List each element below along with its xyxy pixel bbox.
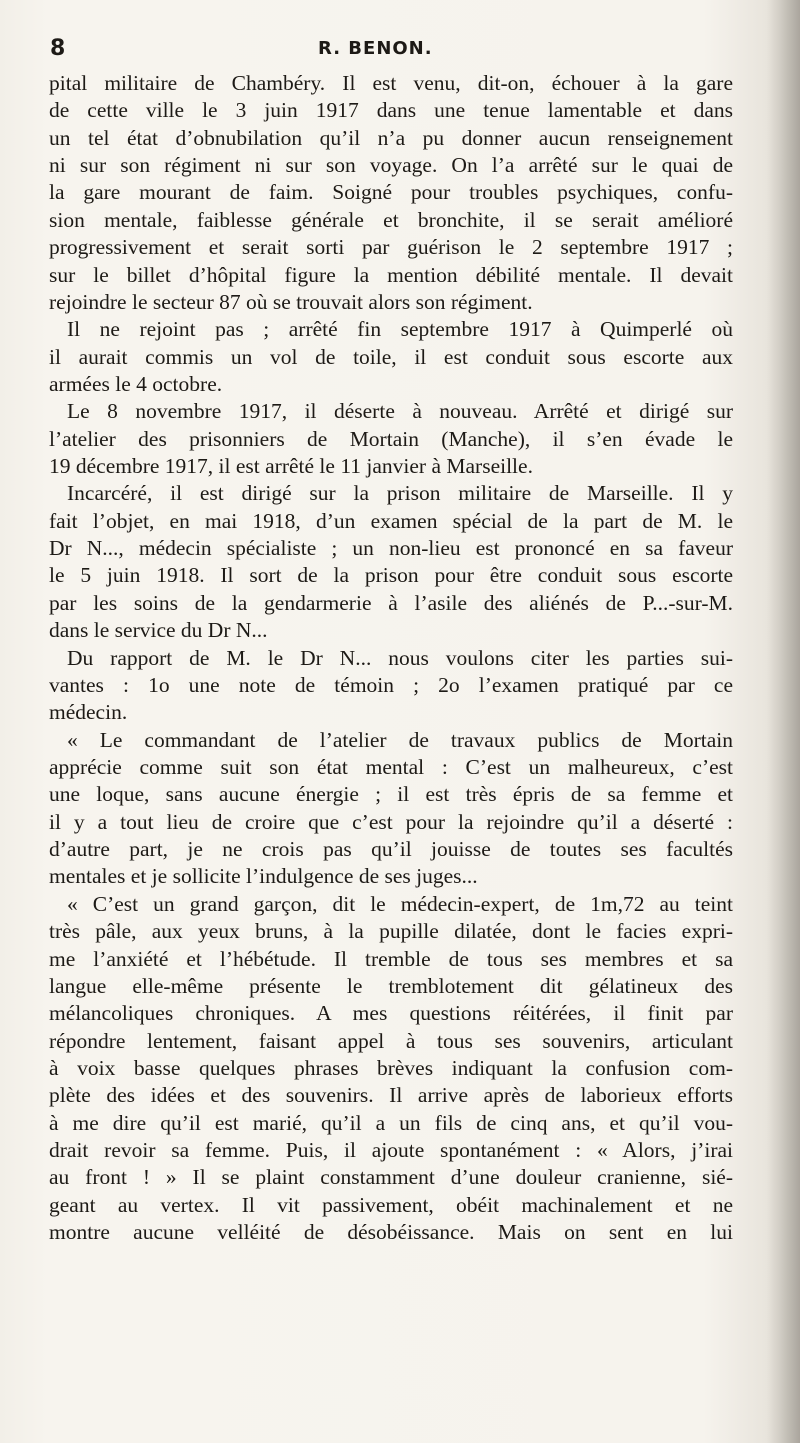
text-line: Il ne rejoint pas ; arrêté fin septembre 1917 à Quimperlé où (67, 317, 733, 342)
body-text (49, 70, 733, 1285)
text-line: sur le billet d’hôpital figure la mention débilité mentale. Il devait (49, 262, 733, 287)
text-line: dans le service du Dr N... (49, 618, 268, 643)
text-line: « C’est un grand garçon, dit le médecin-expert, de 1m,72 au teint (67, 891, 733, 916)
text-line: rejoindre le secteur 87 où se trouvait alors son régiment. (49, 289, 533, 314)
text-line: très pâle, aux yeux bruns, à la pupille dilatée, dont le facies expri- (49, 919, 733, 944)
text-line: Le 8 novembre 1917, il déserte à nouveau. Arrêté et dirigé sur (67, 399, 733, 424)
page-header (0, 34, 800, 66)
page-number: 8 (50, 36, 66, 61)
text-line: « Le commandant de l’atelier de travaux publics de Mortain (67, 727, 733, 752)
text-line: à voix basse quelques phrases brèves indiquant la confusion com- (49, 1055, 733, 1080)
text-line: drait revoir sa femme. Puis, il ajoute spontanément : « Alors, j’irai (49, 1138, 733, 1163)
text-line: progressivement et serait sorti par guérison le 2 septembre 1917 ; (49, 235, 733, 260)
text-line: vantes : 1o une note de témoin ; 2o l’examen pratiqué par ce (49, 672, 733, 697)
text-line: il y a tout lieu de croire que c’est pour la rejoindre qu’il a déserté : (49, 809, 733, 834)
text-line: il aurait commis un vol de toile, il est conduit sous escorte aux (49, 344, 733, 369)
text-line: Incarcéré, il est dirigé sur la prison militaire de Marseille. Il y (67, 481, 733, 506)
text-line: par les soins de la gendarmerie à l’asile des aliénés de P...-sur-M. (49, 590, 733, 615)
running-head: R. BENON. (318, 38, 433, 59)
text-line: mélancoliques chroniques. A mes questions réitérées, il finit par (49, 1001, 733, 1026)
text-line: pital militaire de Chambéry. Il est venu, dit-on, échouer à la gare (49, 71, 733, 95)
text-line: armées le 4 octobre. (49, 371, 223, 396)
text-line: médecin. (49, 700, 128, 725)
text-line: l’atelier des prisonniers de Mortain (Manche), il s’en évade le (49, 426, 733, 451)
text-line: me l’anxiété et l’hébétude. Il tremble de tous ses membres et sa (49, 946, 733, 971)
text-line: plète des idées et des souvenirs. Il arrive après de laborieux efforts (49, 1083, 733, 1108)
text-line: fait l’objet, en mai 1918, d’un examen spécial de la part de M. le (49, 508, 733, 533)
text-line: à me dire qu’il est marié, qu’il a un fils de cinq ans, et qu’il vou- (49, 1110, 733, 1135)
page-edge-shadow (766, 0, 800, 1443)
text-line: une loque, sans aucune énergie ; il est très épris de sa femme et (49, 782, 733, 807)
text-line: d’autre part, je ne crois pas qu’il jouisse de toutes ses facultés (49, 837, 733, 862)
text-line: geant au vertex. Il vit passivement, obéit machinalement et ne (49, 1192, 733, 1217)
text-line: ni sur son régiment ni sur son voyage. On l’a arrêté sur le quai de (49, 153, 733, 178)
text-line: Dr N..., médecin spécialiste ; un non-lieu est prononcé en sa faveur (49, 536, 733, 561)
text-line: au front ! » Il se plaint constamment d’une douleur cranienne, sié- (49, 1165, 733, 1190)
text-line: apprécie comme suit son état mental : C’est un malheureux, c’est (49, 754, 733, 779)
text-line: montre aucune velléité de désobéissance. Mais on sent en lui (49, 1220, 733, 1245)
text-line: sion mentale, faiblesse générale et bronchite, il se serait amélioré (49, 207, 733, 232)
text-line: un tel état d’obnubilation qu’il n’a pu donner aucun renseignement (49, 125, 733, 150)
text-line: 19 décembre 1917, il est arrêté le 11 janvier à Marseille. (49, 454, 533, 479)
text-line: la gare mourant de faim. Soigné pour troubles psychiques, confu- (49, 180, 733, 205)
text-line: langue elle-même présente le tremblotement dit gélatineux des (49, 973, 733, 998)
text-line: de cette ville le 3 juin 1917 dans une tenue lamentable et dans (49, 98, 733, 123)
text-line: répondre lentement, faisant appel à tous ses souvenirs, articulant (49, 1028, 733, 1053)
text-line: Du rapport de M. le Dr N... nous voulons citer les parties sui- (67, 645, 733, 670)
text-line: le 5 juin 1918. Il sort de la prison pour être conduit sous escorte (49, 563, 733, 588)
text-line: mentales et je sollicite l’indulgence de ses juges... (49, 864, 478, 889)
